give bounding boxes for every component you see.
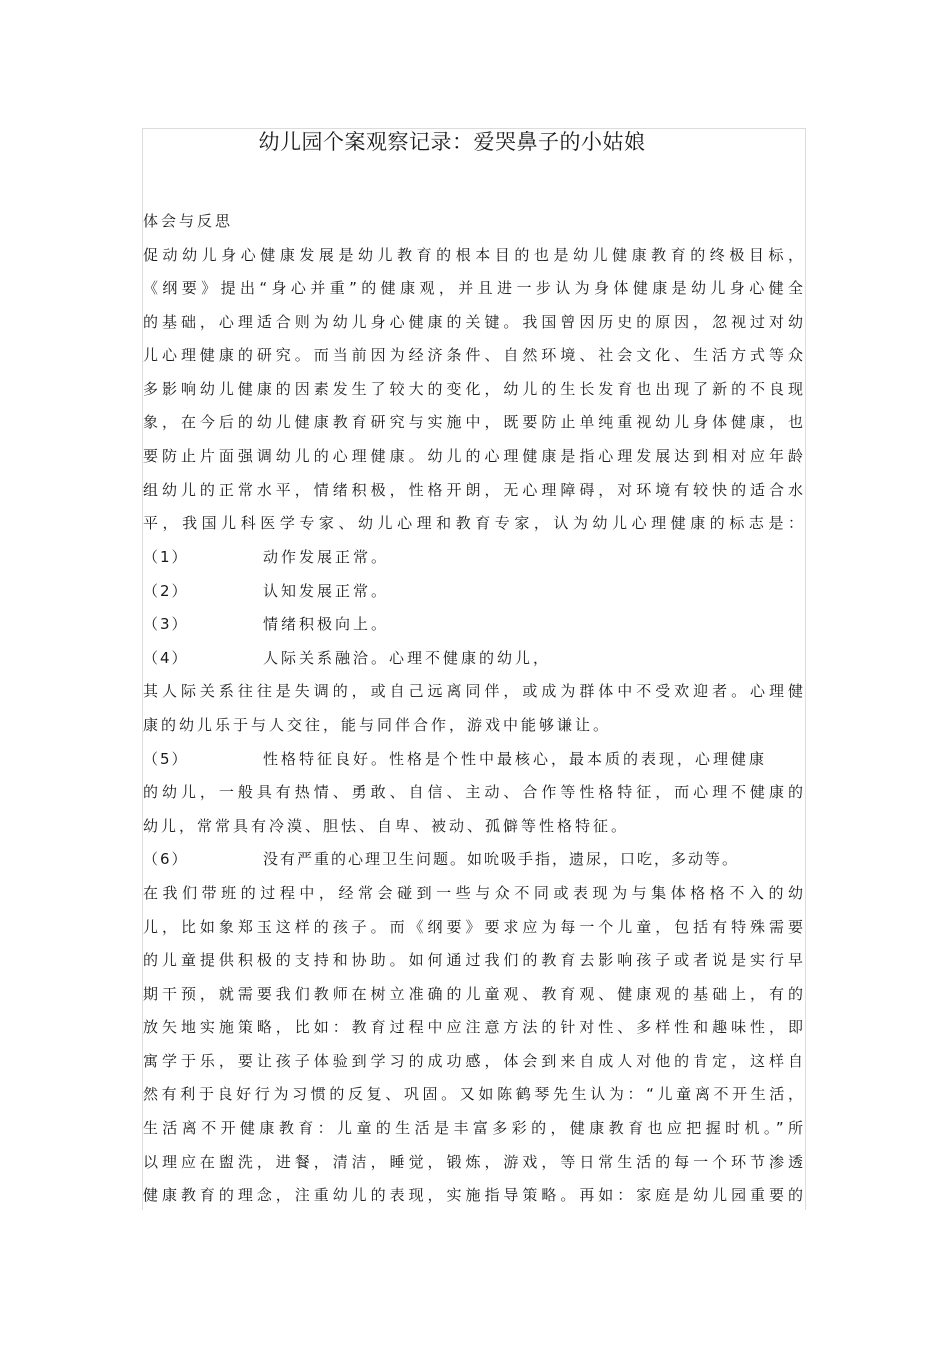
body-line: 的儿童提供积极的支持和协助。如何通过我们的教育去影响孩子或者说是实行早 [143, 951, 803, 969]
list-item-text: 认知发展正常。 [263, 582, 390, 600]
body-line: 平，我国儿科医学专家、幼儿心理和教育专家，认为幼儿心理健康的标志是： [143, 514, 803, 532]
body-line: 要防止片面强调幼儿的心理健康。幼儿的心理健康是指心理发展达到相对应年龄 [143, 447, 803, 465]
body-line: 然有利于良好行为习惯的反复、巩固。又如陈鹤琴先生认为：“儿童离不开生活， [143, 1085, 803, 1103]
body-line: 以理应在盥洗，进餐，清洁，睡觉，锻炼，游戏，等日常生活的每一个环节渗透 [143, 1153, 803, 1171]
list-item [143, 642, 803, 675]
body-line: 生活离不开健康教育：儿童的生活是丰富多彩的，健康教育也应把握时机。”所 [143, 1119, 803, 1137]
body-line: 儿心理健康的研究。而当前因为经济条件、自然环境、社会文化、生活方式等众 [143, 346, 803, 364]
list-item [143, 743, 803, 776]
body-line: 组幼儿的正常水平，情绪积极，性格开朗，无心理障碍，对环境有较快的适合水 [143, 481, 803, 499]
body-line: 象，在今后的幼儿健康教育研究与实施中，既要防止单纯重视幼儿身体健康，也 [143, 413, 803, 431]
list-item-number: （1） [143, 548, 189, 566]
body-line: 的基础，心理适合则为幼儿身心健康的关键。我国曾因历史的原因，忽视过对幼 [143, 313, 803, 331]
body-line: 幼儿，常常具有冷漠、胆怯、自卑、被动、孤僻等性格特征。 [143, 817, 630, 835]
page-title: 幼儿园个案观察记录：爱哭鼻子的小姑娘 [258, 130, 646, 154]
list-item-text: 情绪积极向上。 [263, 615, 390, 633]
body-line: 《纲要》提出“身心并重”的健康观，并且进一步认为身体健康是幼儿身心健全 [143, 279, 803, 297]
list-item-number: （4） [143, 649, 189, 667]
list-item-number: （3） [143, 615, 189, 633]
list-item-number: （2） [143, 582, 189, 600]
list-item-text: 动作发展正常。 [263, 548, 390, 566]
body-line: 放矢地实施策略，比如：教育过程中应注意方法的针对性、多样性和趣味性，即 [143, 1018, 803, 1036]
list-item-number: （6） [143, 850, 189, 868]
body-line: 其人际关系往往是失调的，或自己远离同伴，或成为群体中不受欢迎者。心理健 [143, 682, 803, 700]
list-item [143, 541, 803, 574]
body-line: 的幼儿，一般具有热情、勇敢、自信、主动、合作等性格特征，而心理不健康的 [143, 783, 803, 801]
list-item [143, 575, 803, 608]
body-line: 在我们带班的过程中，经常会碰到一些与众不同或表现为与集体格格不入的幼 [143, 884, 803, 902]
body-line: 期干预，就需要我们教师在树立准确的儿童观、教育观、健康观的基础上，有的 [143, 985, 803, 1003]
list-item [143, 608, 803, 641]
list-item-text: 没有严重的心理卫生问题。如吮吸手指，遗尿，口吃，多动等。 [263, 850, 740, 868]
section-heading: 体会与反思 [143, 212, 234, 230]
list-item-number: （5） [143, 750, 189, 768]
list-item [143, 843, 803, 876]
list-item-text: 性格特征良好。性格是个性中最核心，最本质的表现，心理健康 [263, 750, 768, 768]
body-line: 促动幼儿身心健康发展是幼儿教育的根本目的也是幼儿健康教育的终极目标， [143, 246, 803, 264]
body-line: 康的幼儿乐于与人交往，能与同伴合作，游戏中能够谦让。 [143, 716, 612, 734]
body-line: 儿，比如象郑玉这样的孩子。而《纲要》要求应为每一个儿童，包括有特殊需要 [143, 918, 803, 936]
body-line: 多影响幼儿健康的因素发生了较大的变化，幼儿的生长发育也出现了新的不良现 [143, 380, 803, 398]
body-line: 健康教育的理念，注重幼儿的表现，实施指导策略。再如：家庭是幼儿园重要的 [143, 1186, 803, 1204]
list-item-text: 人际关系融洽。心理不健康的幼儿， [263, 649, 552, 667]
body-line: 寓学于乐，要让孩子体验到学习的成功感，体会到来自成人对他的肯定，这样自 [143, 1052, 803, 1070]
